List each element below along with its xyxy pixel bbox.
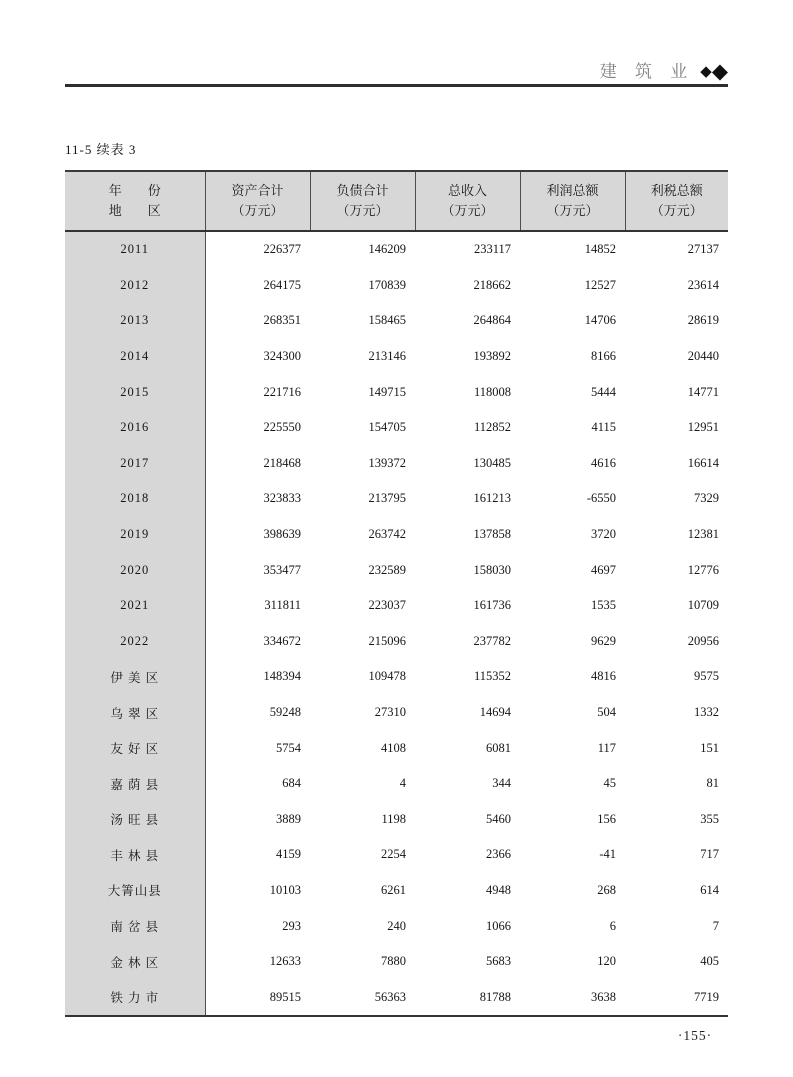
value-cell: 8166 [591,349,616,364]
value-cell: 221716 [263,384,301,399]
value-cell: 353477 [263,562,301,577]
value-cell: 7880 [381,954,406,969]
value-cell: 170839 [368,277,406,292]
column-header [310,171,415,231]
value-cell: 45 [603,776,616,791]
value-cell: 56363 [310,979,415,1016]
value-cell: 20440 [687,349,719,364]
row-label-cell: 2011 [65,231,205,268]
table-row [65,802,728,838]
value-cell: 213795 [368,491,406,506]
row-label-cell: 2014 [65,339,205,375]
value-cell: 12381 [687,527,719,542]
column-header [205,171,310,231]
value-cell: 139372 [368,455,406,470]
value-cell: 16614 [687,455,719,470]
statistics-table [65,170,728,1017]
table-row [65,552,728,588]
row-label-cell: 2013 [65,303,205,339]
table-row [65,624,728,660]
row-label-cell: 友 好 区 [65,730,205,766]
running-head [65,56,728,82]
table-row [65,944,728,980]
value-cell: 232589 [368,562,406,577]
value-cell: 215096 [368,633,406,648]
table-row [65,410,728,446]
value-cell: 89515 [205,979,310,1016]
row-label-cell: 2012 [65,268,205,304]
value-cell: 81 [706,776,719,791]
value-cell: 151 [700,740,719,755]
table-row [65,873,728,909]
row-header-cell [65,171,205,231]
value-cell: 154705 [368,420,406,435]
value-cell: 7 [712,918,719,933]
row-label-cell: 金 林 区 [65,944,205,980]
value-cell: 225550 [263,420,301,435]
column-unit: （万元） [546,203,599,218]
row-label-cell: 2016 [65,410,205,446]
value-cell: 158030 [473,562,511,577]
value-cell: 398639 [263,527,301,542]
value-cell: 28619 [687,313,719,328]
value-cell: 240 [387,918,406,933]
row-label-cell: 2022 [65,624,205,660]
value-cell: 20956 [687,633,719,648]
value-cell: 268 [597,882,616,897]
value-cell: 59248 [269,705,301,720]
table-row [65,268,728,304]
column-header [520,171,625,231]
page-number: ·155· [677,1028,713,1043]
value-cell: 5683 [486,954,511,969]
value-cell: 137858 [473,527,511,542]
chapter-title: 建 筑 业 [599,62,695,81]
value-cell: 12951 [687,420,719,435]
table-header [65,171,728,231]
value-cell: 223037 [368,598,406,613]
value-cell: 161213 [473,491,511,506]
row-label-cell: 2020 [65,552,205,588]
value-cell: 115352 [473,669,511,684]
value-cell: 3720 [591,527,616,542]
column-header [415,171,520,231]
value-cell: 4108 [381,740,406,755]
value-cell: 263742 [368,527,406,542]
value-cell: 5754 [276,740,301,755]
value-cell: 14706 [584,313,616,328]
value-cell: 6 [609,918,616,933]
value-cell: 27137 [687,242,719,257]
row-label-cell: 大箐山县 [65,873,205,909]
value-cell: -6550 [586,491,616,506]
row-label-cell: 南 岔 县 [65,908,205,944]
value-cell: 9629 [591,633,616,648]
value-cell: 4159 [276,847,301,862]
value-cell: 14694 [479,705,511,720]
small-diamond-icon: ◆ [700,64,712,80]
value-cell: 5444 [591,384,616,399]
value-cell: 4697 [591,562,616,577]
column-title: 利税总额 [650,182,703,198]
row-label-cell: 嘉 荫 县 [65,766,205,802]
row-label-cell: 2021 [65,588,205,624]
table-row [65,837,728,873]
value-cell: 10709 [687,598,719,613]
value-cell: 355 [700,811,719,826]
row-label-cell: 伊 美 区 [65,659,205,695]
value-cell: 226377 [263,242,301,257]
value-cell: 12633 [269,954,301,969]
value-cell: 14852 [584,242,616,257]
value-cell: 117 [597,740,616,755]
table-row [65,730,728,766]
value-cell: 161736 [473,598,511,613]
value-cell: 264864 [473,313,511,328]
column-unit: （万元） [336,203,389,218]
row-header-line2: 地 区 [108,203,161,218]
value-cell: 130485 [473,455,511,470]
row-label-cell: 2017 [65,446,205,482]
value-cell: 344 [492,776,511,791]
table-row [65,517,728,553]
value-cell: 6081 [486,740,511,755]
value-cell: 293 [282,918,301,933]
value-cell: 5460 [486,811,511,826]
column-title: 负债合计 [336,182,389,198]
value-cell: 218662 [473,277,511,292]
value-cell: 158465 [368,313,406,328]
value-cell: 6261 [381,882,406,897]
table-row [65,303,728,339]
value-cell: 684 [282,776,301,791]
value-cell: 14771 [687,384,719,399]
value-cell: 268351 [263,313,301,328]
value-cell: 324300 [263,349,301,364]
value-cell: 233117 [473,242,511,257]
table-caption: 11-5 续表 3 [65,142,137,157]
value-cell: 81788 [415,979,520,1016]
row-label-cell: 丰 林 县 [65,837,205,873]
value-cell: 146209 [368,242,406,257]
value-cell: 218468 [263,455,301,470]
value-cell: 148394 [263,669,301,684]
value-cell: 405 [700,954,719,969]
table-row [65,446,728,482]
value-cell: 27310 [374,705,406,720]
value-cell: 156 [597,811,616,826]
table-row [65,695,728,731]
column-title: 利润总额 [546,182,599,198]
table-row [65,766,728,802]
value-cell: 23614 [687,277,719,292]
value-cell: 2366 [486,847,511,862]
table-row [65,374,728,410]
column-header [625,171,728,231]
value-cell: 614 [700,882,719,897]
value-cell: 323833 [263,491,301,506]
value-cell: 7329 [694,491,719,506]
value-cell: 1198 [381,811,406,826]
table-row [65,588,728,624]
row-label-cell: 2019 [65,517,205,553]
table-row [65,659,728,695]
value-cell: 4616 [591,455,616,470]
row-label-cell: 乌 翠 区 [65,695,205,731]
value-cell: 12776 [687,562,719,577]
value-cell: 504 [597,705,616,720]
value-cell: 7719 [625,979,728,1016]
value-cell: 3889 [276,811,301,826]
value-cell: 311811 [264,598,301,613]
row-label-cell: 汤 旺 县 [65,802,205,838]
large-diamond-icon: ◆ [711,59,728,83]
value-cell: 3638 [520,979,625,1016]
value-cell: 10103 [269,882,301,897]
value-cell: 237782 [473,633,511,648]
column-title: 资产合计 [231,182,284,198]
row-label-cell: 2018 [65,481,205,517]
table-row [65,908,728,944]
column-title: 总收入 [447,182,487,198]
table-row [65,481,728,517]
value-cell: 9575 [694,669,719,684]
value-cell: 193892 [473,349,511,364]
column-unit: （万元） [231,203,284,218]
value-cell: 1535 [591,598,616,613]
header-rule [65,84,728,87]
value-cell: 2254 [381,847,406,862]
value-cell: 12527 [584,277,616,292]
value-cell: 120 [597,954,616,969]
value-cell: 717 [700,847,719,862]
value-cell: 4816 [591,669,616,684]
header-row [65,171,728,231]
column-unit: （万元） [441,203,494,218]
value-cell: 112852 [473,420,511,435]
value-cell: 4948 [486,882,511,897]
value-cell: 118008 [473,384,511,399]
row-header-line1: 年 份 [108,182,161,198]
row-label-cell: 2015 [65,374,205,410]
value-cell: 4 [399,776,406,791]
value-cell: 109478 [368,669,406,684]
column-unit: （万元） [650,203,703,218]
value-cell: -41 [599,847,616,862]
value-cell: 213146 [368,349,406,364]
table-body [65,231,728,1016]
value-cell: 149715 [368,384,406,399]
value-cell: 1066 [486,918,511,933]
value-cell: 334672 [263,633,301,648]
value-cell: 4115 [591,420,616,435]
value-cell: 1332 [694,705,719,720]
table-row [65,339,728,375]
value-cell: 264175 [263,277,301,292]
table-row [65,231,728,268]
row-label-cell: 铁 力 市 [65,979,205,1016]
table-row [65,979,728,1016]
